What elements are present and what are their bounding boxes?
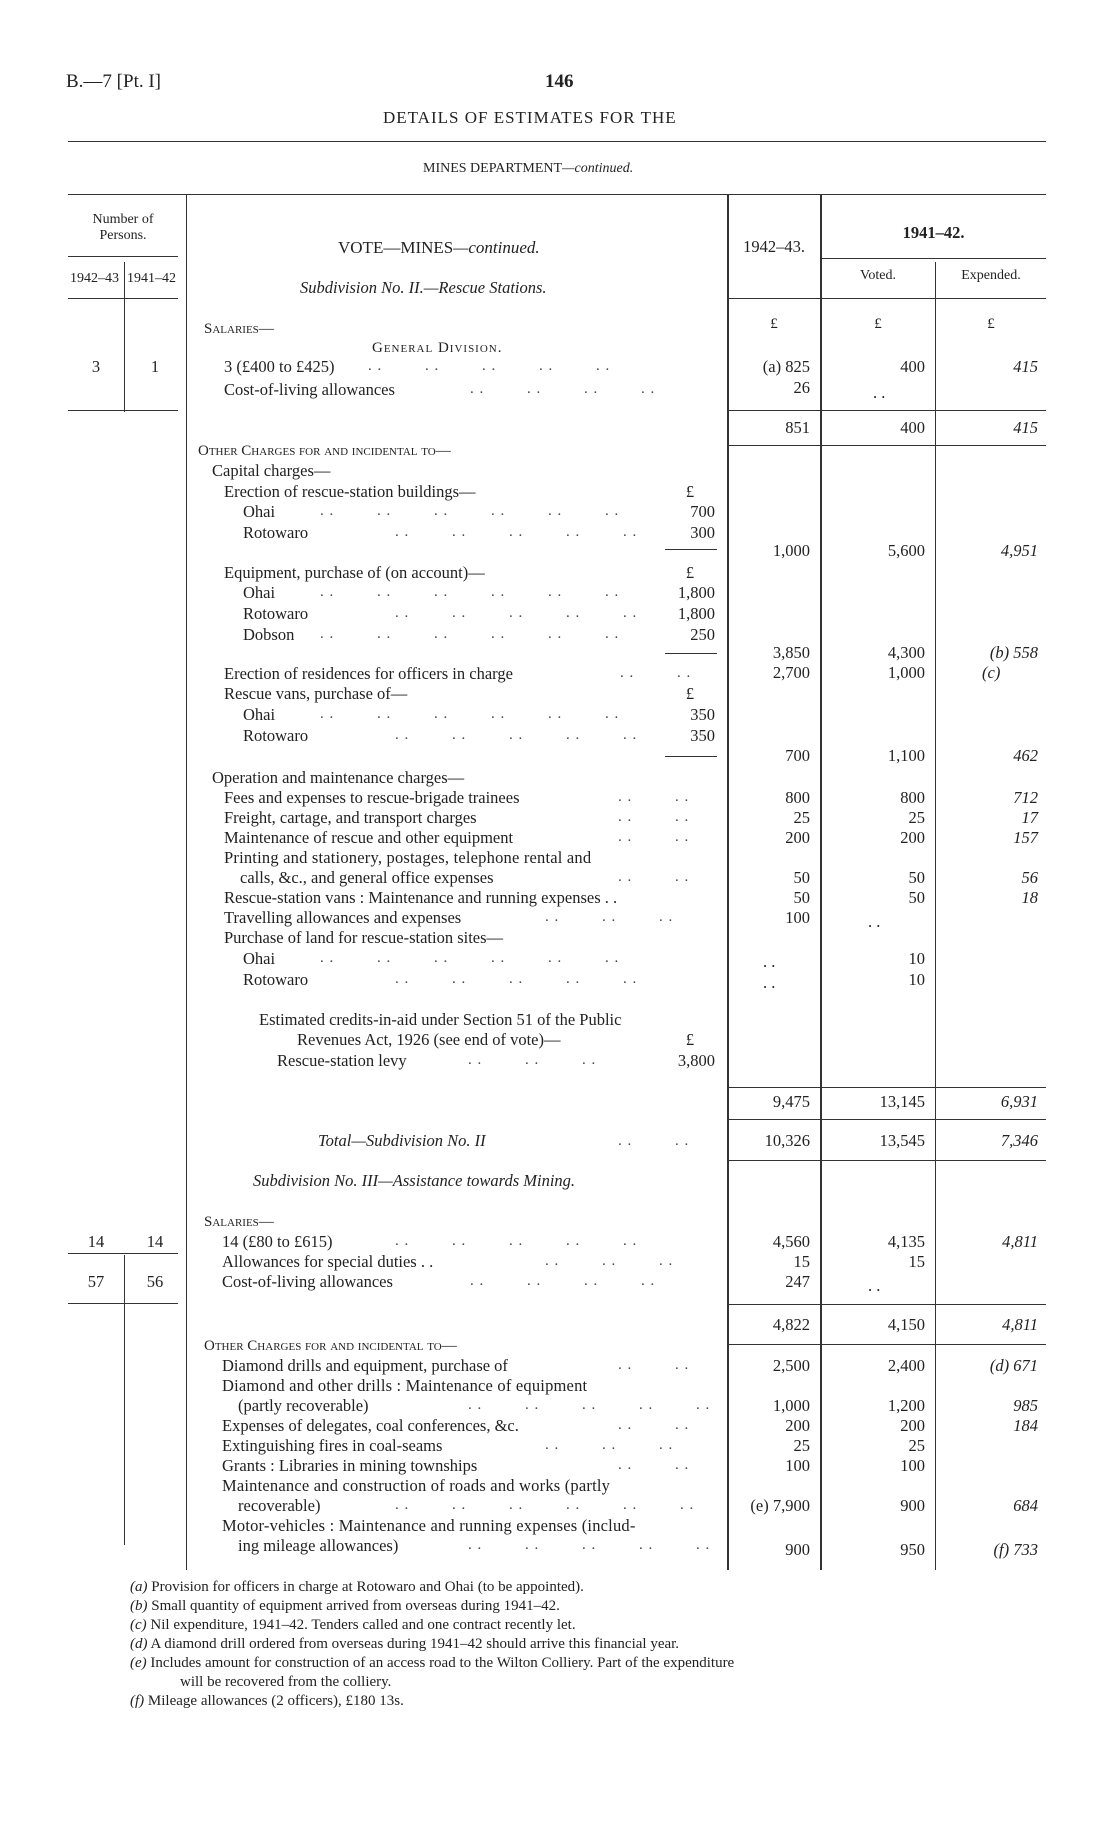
drill-maintenance-label-line1: Diamond and other drills : Maintenance of equipment [222, 1376, 588, 1395]
equipment-rotowaro-label: Rotowaro [243, 604, 309, 623]
leader-dots: . . . . [618, 869, 690, 885]
op-item-expended: 157 [1013, 828, 1038, 847]
op-item-estimate: 25 [793, 808, 810, 827]
footnote-mark: (d) [130, 1636, 148, 1652]
diamond-drills-expended: (d) 671 [989, 1356, 1038, 1375]
cost-of-living-estimate: 26 [793, 378, 810, 397]
salaries-subtotal-expended: 415 [1013, 418, 1038, 437]
leader-dots: . . . . [618, 829, 690, 845]
credits-label-line1: Estimated credits-in-aid under Section 51 of the Public [259, 1010, 622, 1029]
vans-ohai-amount: 350 [690, 705, 715, 724]
salary-voted: 4,135 [887, 1232, 925, 1251]
other-item-voted: 200 [900, 1416, 925, 1435]
vans-total-voted: 1,100 [887, 746, 925, 765]
diamond-drills-voted: 2,400 [887, 1356, 925, 1375]
other-charges-total-estimate: 9,475 [772, 1092, 810, 1111]
motor-label-line2: ing mileage allowances) [238, 1536, 399, 1555]
subtotal-rule [727, 1119, 1046, 1120]
drill-maintenance-expended: 985 [1013, 1396, 1038, 1415]
motor-estimate: 900 [785, 1540, 810, 1559]
motor-voted: 950 [900, 1540, 925, 1559]
special-duties-voted: 15 [908, 1252, 925, 1271]
vote-continued: —continued. [453, 238, 540, 257]
footnote-text: Small quantity of equipment arrived from overseas during 1941–42. [151, 1598, 560, 1614]
leader-dots: . . . . . . . . . . [395, 605, 638, 621]
erection-ohai-label: Ohai [243, 502, 276, 521]
vans-ohai-label: Ohai [243, 705, 276, 724]
roads-expended: 684 [1013, 1496, 1038, 1515]
equipment-ohai-amount: 1,800 [677, 583, 715, 602]
subtotal-rule [727, 445, 1046, 446]
pounds-sign-expended: £ [987, 316, 995, 332]
subdivision-iii-title: Subdivision No. III—Assistance towards Mining. [253, 1171, 576, 1190]
op-item-label: Freight, cartage, and transport charges [224, 808, 477, 827]
diamond-drills-estimate: 2,500 [772, 1356, 810, 1375]
travel-voted: . . [868, 912, 881, 931]
persons-total-1941-42: 56 [146, 1272, 164, 1291]
leader-dots: . . . . . . . . . . . . [320, 503, 620, 519]
vans-total-estimate: 700 [785, 746, 810, 765]
other-item-voted: 25 [908, 1436, 925, 1455]
salaries-heading: Salaries— [204, 321, 274, 337]
leader-dots: . . . . [618, 1417, 690, 1433]
salaries-heading: Salaries— [204, 1214, 274, 1230]
footnote-text: Mileage allowances (2 officers), £180 13s. [147, 1693, 404, 1709]
cost-of-living-voted: . . [868, 1276, 881, 1295]
van-running-estimate: 50 [793, 888, 810, 907]
special-duties-label: Allowances for special duties . . [222, 1252, 434, 1271]
leader-dots: . . . . . . . . [470, 1273, 656, 1289]
residences-expended: (c) [982, 663, 1001, 682]
credits-levy-label: Rescue-station levy [277, 1051, 407, 1070]
footnote [130, 1597, 560, 1615]
drill-maintenance-label-line2: (partly recoverable) [238, 1396, 369, 1415]
leader-dots: . . . . . . . . . . [468, 1537, 711, 1553]
footnote-mark: (a) [130, 1579, 148, 1595]
footnote-mark: (c) [130, 1617, 147, 1633]
other-charges-heading: Other Charges for and incidental to— [204, 1338, 457, 1354]
motor-expended: (f) 733 [993, 1540, 1038, 1559]
salaries-subtotal-voted: 400 [900, 418, 925, 437]
printing-voted: 50 [908, 868, 925, 887]
leader-dots: . . . . . . [468, 1052, 597, 1068]
erection-rotowaro-amount: 300 [690, 523, 715, 542]
erection-total-expended: 4,951 [1000, 541, 1038, 560]
leader-dots: . . . . . . [545, 1437, 674, 1453]
vote-name: VOTE—MINES [338, 238, 454, 257]
persons-header-rule [68, 256, 178, 257]
op-item-voted: 800 [900, 788, 925, 807]
land-rotowaro-label: Rotowaro [243, 970, 309, 989]
salary-estimate: 4,560 [772, 1232, 810, 1251]
department-heading [423, 160, 633, 177]
persons-rule [68, 1253, 178, 1254]
salary-expended: 415 [1013, 357, 1038, 376]
land-heading: Purchase of land for rescue-station sites— [224, 928, 504, 947]
leader-dots: . . . . . . . . . . . . [395, 1497, 695, 1513]
land-ohai-estimate: . . [763, 952, 776, 971]
other-item-estimate: 25 [793, 1436, 810, 1455]
leader-dots: . . . . [618, 1133, 690, 1149]
erection-rotowaro-label: Rotowaro [243, 523, 309, 542]
leader-dots: . . . . . . . . . . [368, 358, 611, 374]
erection-total-voted: 5,600 [887, 541, 925, 560]
op-item-voted: 200 [900, 828, 925, 847]
equipment-rotowaro-amount: 1,800 [677, 604, 715, 623]
roads-estimate: (e) 7,900 [750, 1496, 810, 1515]
vans-heading: Rescue vans, purchase of— [224, 684, 408, 703]
subtotal-rule [727, 1304, 1046, 1305]
roads-label-line2: recoverable) [238, 1496, 321, 1515]
credits-label-line2: Revenues Act, 1926 (see end of vote)— [297, 1030, 561, 1049]
leader-dots: . . . . . . . . . . . . [320, 950, 620, 966]
leader-dots: . . . . [618, 809, 690, 825]
roads-label-line1: Maintenance and construction of roads and works (partly [222, 1476, 611, 1495]
footnote [130, 1578, 584, 1596]
salaries-subtotal-expended: 4,811 [1002, 1315, 1038, 1334]
persons-1941-42-header: 1941–42 [127, 271, 176, 286]
footnote [130, 1635, 679, 1653]
persons-header-bottom-rule [68, 298, 178, 299]
salaries-subtotal-estimate: 851 [785, 418, 810, 437]
cost-of-living-label: Cost-of-living allowances [224, 380, 395, 399]
special-duties-estimate: 15 [793, 1252, 810, 1271]
equipment-dobson-label: Dobson [243, 625, 295, 644]
motor-label-line1: Motor-vehicles : Maintenance and running expenses (includ- [222, 1516, 636, 1535]
footnote-text: A diamond drill ordered from overseas during 1941–42 should arrive this financial year. [150, 1636, 680, 1652]
persons-1942-43-header: 1942–43 [70, 271, 119, 286]
leader-dots: . . . . . . . . . . [395, 524, 638, 540]
operation-heading: Operation and maintenance charges— [212, 768, 465, 787]
equipment-heading: Equipment, purchase of (on account)— [224, 563, 485, 582]
subdivision-ii-total-expended: 7,346 [1000, 1131, 1038, 1150]
footnote [130, 1654, 734, 1672]
department-continued: —continued. [562, 161, 634, 176]
other-charges-total-voted: 13,145 [879, 1092, 925, 1111]
equipment-dobson-amount: 250 [690, 625, 715, 644]
sum-rule [665, 653, 717, 654]
pounds-sign: £ [685, 482, 695, 501]
persons-1942-43: 3 [91, 357, 101, 376]
erection-heading: Erection of rescue-station buildings— [224, 482, 476, 501]
subtotal-rule [727, 1160, 1046, 1161]
year-header-rule [820, 258, 1046, 259]
salary-estimate: (a) 825 [762, 357, 810, 376]
persons-rule [68, 410, 178, 411]
estimate-1942-43-header: 1942–43. [743, 237, 805, 256]
leader-dots: . . . . [618, 789, 690, 805]
other-item-estimate: 200 [785, 1416, 810, 1435]
residences-voted: 1,000 [887, 663, 925, 682]
diamond-drills-label: Diamond drills and equipment, purchase of [222, 1356, 508, 1375]
sum-rule [665, 549, 717, 550]
footnote-text: Includes amount for construction of an access road to the Wilton Colliery. Part of the expenditure [150, 1655, 735, 1671]
page-title: DETAILS OF ESTIMATES FOR THE [383, 108, 677, 127]
persons-1942-43: 14 [87, 1232, 105, 1251]
year-1941-42-header: 1941–42. [902, 223, 965, 242]
van-running-voted: 50 [908, 888, 925, 907]
capital-charges-heading: Capital charges— [212, 461, 331, 480]
other-item-expended: 184 [1013, 1416, 1038, 1435]
subdivision-ii-total-label: Total—Subdivision No. II [318, 1131, 486, 1150]
page-number: 146 [545, 71, 574, 92]
persons-column-divider [186, 195, 187, 1570]
leader-dots: . . . . . . . . . . . . [320, 584, 620, 600]
leader-dots: . . . . . . [545, 909, 674, 925]
op-item-estimate: 200 [785, 828, 810, 847]
drill-maintenance-voted: 1,200 [887, 1396, 925, 1415]
salaries-subtotal-voted: 4,150 [887, 1315, 925, 1334]
other-item-voted: 100 [900, 1456, 925, 1475]
persons-total-1942-43: 57 [87, 1272, 105, 1291]
other-item-estimate: 100 [785, 1456, 810, 1475]
leader-dots: . . . . . . . . . . [395, 1233, 638, 1249]
salary-row-label: 3 (£400 to £425) [224, 357, 335, 376]
expended-header: Expended. [961, 268, 1021, 283]
subdivision-ii-total-estimate: 10,326 [764, 1131, 810, 1150]
vote-title [338, 238, 540, 258]
vans-rotowaro-amount: 350 [690, 726, 715, 745]
salary-expended: 4,811 [1002, 1232, 1038, 1251]
op-item-label: Maintenance of rescue and other equipment [224, 828, 514, 847]
footnote-mark: (b) [130, 1598, 148, 1614]
general-division-heading: General Division. [372, 340, 503, 356]
printing-estimate: 50 [793, 868, 810, 887]
persons-subdivider-a [124, 262, 125, 412]
leader-dots: . . . . . . . . . . [468, 1397, 711, 1413]
footnote [130, 1692, 404, 1710]
salaries-subtotal-estimate: 4,822 [772, 1315, 810, 1334]
footnote-mark: (f) [130, 1693, 145, 1709]
pounds-sign: £ [685, 1030, 695, 1049]
leader-dots: . . . . . . . . [470, 381, 656, 397]
erection-ohai-amount: 700 [690, 502, 715, 521]
op-item-expended: 712 [1013, 788, 1038, 807]
op-item-estimate: 800 [785, 788, 810, 807]
footnote-continuation: will be recovered from the colliery. [180, 1674, 392, 1690]
equipment-total-voted: 4,300 [887, 643, 925, 662]
pounds-sign: £ [685, 563, 695, 582]
land-ohai-label: Ohai [243, 949, 276, 968]
leader-dots: . . . . . . [545, 1253, 674, 1269]
leader-dots: . . . . . . . . . . . . [320, 706, 620, 722]
leader-dots: . . . . [618, 1457, 690, 1473]
van-running-label: Rescue-station vans : Maintenance and running expenses . . [224, 888, 618, 907]
travel-label: Travelling allowances and expenses [224, 908, 462, 927]
other-charges-heading: Other Charges for and incidental to— [198, 443, 451, 459]
leader-dots: . . . . [620, 665, 692, 681]
document-reference: B.—7 [Pt. I] [66, 71, 161, 92]
persons-1941-42: 14 [146, 1232, 164, 1251]
pounds-sign-voted: £ [874, 316, 882, 332]
printing-label-line2: calls, &c., and general office expenses [240, 868, 494, 887]
equipment-total-expended: (b) 558 [989, 643, 1038, 662]
leader-dots: . . . . [618, 1357, 690, 1373]
footnote-mark: (e) [130, 1655, 147, 1671]
cost-of-living-label: Cost-of-living allowances [222, 1272, 393, 1291]
leader-dots: . . . . . . . . . . [395, 971, 638, 987]
cost-of-living-estimate: 247 [785, 1272, 810, 1291]
vans-total-expended: 462 [1013, 746, 1038, 765]
printing-expended: 56 [1021, 868, 1038, 887]
persons-rule [68, 1303, 178, 1304]
other-item-label: Grants : Libraries in mining townships [222, 1456, 478, 1475]
leader-dots: . . . . . . . . . . . . [320, 626, 620, 642]
salary-row-label: 14 (£80 to £615) [222, 1232, 333, 1251]
pounds-sign-estimate: £ [770, 316, 778, 332]
other-item-label: Expenses of delegates, coal conferences, &c. [222, 1416, 519, 1435]
residences-estimate: 2,700 [772, 663, 810, 682]
erection-total-estimate: 1,000 [772, 541, 810, 560]
credits-levy-amount: 3,800 [677, 1051, 715, 1070]
subtotal-rule [727, 1344, 1046, 1345]
table-top-rule [68, 194, 1046, 195]
op-item-label: Fees and expenses to rescue-brigade trainees [224, 788, 520, 807]
travel-estimate: 100 [785, 908, 810, 927]
equipment-ohai-label: Ohai [243, 583, 276, 602]
pounds-sign: £ [685, 684, 695, 703]
subdivision-ii-title: Subdivision No. II.—Rescue Stations. [300, 278, 547, 297]
subtotal-rule [727, 410, 1046, 411]
leader-dots: . . . . . . . . . . [395, 727, 638, 743]
salary-voted: 400 [900, 357, 925, 376]
cost-of-living-voted: . . [873, 383, 886, 402]
subtotal-rule [727, 1087, 1046, 1088]
op-item-expended: 17 [1021, 808, 1038, 827]
header-rule [68, 141, 1046, 142]
other-item-label: Extinguishing fires in coal-seams [222, 1436, 443, 1455]
persons-subdivider-b [124, 1255, 125, 1545]
subdivision-ii-total-voted: 13,545 [879, 1131, 925, 1150]
footnote-text: Provision for officers in charge at Rotowaro and Ohai (to be appointed). [151, 1579, 584, 1595]
sum-rule [665, 756, 717, 757]
voted-header: Voted. [860, 268, 896, 283]
department-name: MINES DEPARTMENT [423, 161, 563, 176]
footnote-text: Nil expenditure, 1941–42. Tenders called and one contract recently let. [150, 1617, 576, 1633]
number-of-persons-header: Number of Persons. [92, 212, 154, 243]
printing-label-line1: Printing and stationery, postages, telephone rental and [224, 848, 592, 867]
persons-1941-42: 1 [150, 357, 160, 376]
op-item-voted: 25 [908, 808, 925, 827]
land-rotowaro-estimate: . . [763, 973, 776, 992]
land-rotowaro-voted: 10 [908, 970, 925, 989]
money-header-bottom-rule [727, 298, 1046, 299]
roads-voted: 900 [900, 1496, 925, 1515]
equipment-total-estimate: 3,850 [772, 643, 810, 662]
vans-rotowaro-label: Rotowaro [243, 726, 309, 745]
residences-label: Erection of residences for officers in charge [224, 664, 513, 683]
van-running-expended: 18 [1021, 888, 1038, 907]
land-ohai-voted: 10 [908, 949, 925, 968]
drill-maintenance-estimate: 1,000 [772, 1396, 810, 1415]
footnote [130, 1616, 576, 1634]
other-charges-total-expended: 6,931 [1000, 1092, 1038, 1111]
